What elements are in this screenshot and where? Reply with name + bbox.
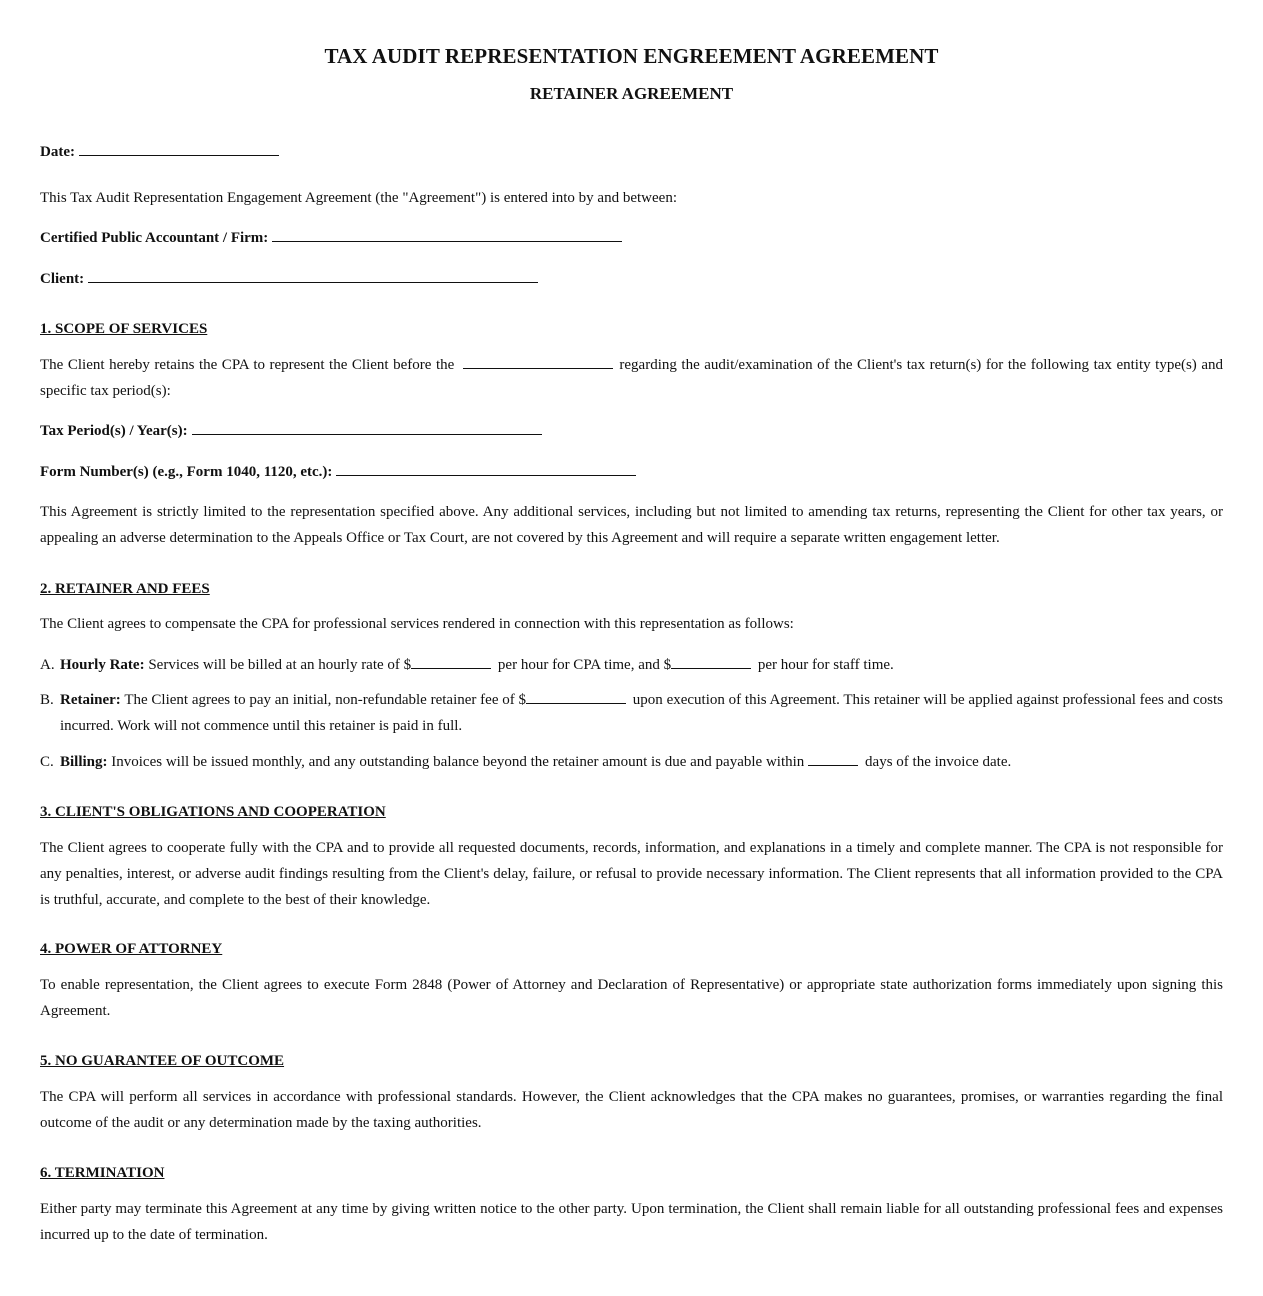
item-c-label: Billing: [60,754,108,770]
cpa-rate-blank[interactable] [411,654,491,669]
section-1-heading [40,316,1223,342]
fees-intro: The Client agrees to compensate the CPA for professional services rendered in connection with this representation as follows: [40,616,794,632]
guarantee-paragraph: The CPA will perform all services in accordance with professional standards. However, the Client acknowledges that the CPA makes no guarantees, promises, or warranties regarding the final outcome of the audit or any determination made by the taxing authorities. [40,1089,1223,1131]
item-c-letter: C. [40,754,54,770]
scope-para1-end: regarding the audit/examination of the Client's tax return(s) for the following tax entity type(s) and specific tax period(s): [40,357,1224,399]
intro-paragraph: This Tax Audit Representation Engagement Agreement (the "Agreement") is entered into by and between: [40,190,677,206]
section-5-heading [40,1048,1223,1074]
termination-paragraph: Either party may terminate this Agreement at any time by giving written notice to the other party. Upon termination, the Client shall remain liable for all outstanding professional fees and expenses incurred up to the date of termination. [40,1201,1223,1243]
item-b-text-2: upon execution of this Agreement. This retainer will be applied against professional fees and costs incurred. Work will not commence until this retainer is paid in full. [60,692,1224,734]
item-a-text-2: per hour for CPA time, and $ [497,657,672,673]
form-number-blank[interactable] [336,461,636,476]
client-blank[interactable] [88,268,538,283]
authority-blank[interactable] [463,354,613,369]
section-6-heading [40,1160,1223,1186]
item-a-text-1: Services will be billed at an hourly rate of $ [148,657,412,673]
tax-period-label: Tax Period(s) / Year(s): [40,423,188,439]
section-2-heading [40,576,1223,602]
item-b-label: Retainer: [60,692,121,708]
cpa-label: Certified Public Accountant / Firm: [40,230,269,246]
section-3-heading [40,799,1223,825]
item-a-letter: A. [40,657,55,673]
form-number-label: Form Number(s) (e.g., Form 1040, 1120, etc.): [40,464,333,480]
days-blank[interactable] [808,751,858,766]
form-number-row [40,459,1223,485]
scope-para1-start: The Client hereby retains the CPA to represent the Client before the [40,357,455,373]
cpa-blank[interactable] [272,227,622,242]
fees-item-a [40,652,1223,678]
item-b-text-1: The Client agrees to pay an initial, non-refundable retainer fee of $ [124,692,527,708]
item-b-letter: B. [40,692,54,708]
date-label: Date: [40,144,75,160]
date-blank[interactable] [79,141,279,156]
guarantee-heading: 5. NO GUARANTEE OF OUTCOME [40,1053,285,1069]
poa-heading: 4. POWER OF ATTORNEY [40,941,223,957]
document-title: TAX AUDIT REPRESENTATION ENGREEMENT AGREEMENT [324,44,939,68]
scope-paragraph-1 [40,352,1223,404]
staff-rate-blank[interactable] [671,654,751,669]
fees-item-c [40,749,1223,775]
retainer-blank[interactable] [526,689,626,704]
document-subtitle: RETAINER AGREEMENT [529,84,734,103]
obligations-paragraph: The Client agrees to cooperate fully with the CPA and to provide all requested documents, records, information, and explanations in a timely and complete manner. The CPA is not responsible for any penalties, interest, or adverse audit findings resulting from the Client's delay, failure, or refusal to provide necessary information. The Client represents that all information provided to the CPA is truthful, accurate, and complete to the best of their knowledge. [40,840,1223,908]
tax-period-blank[interactable] [192,420,542,435]
fees-item-b [40,687,1223,739]
client-row [40,266,1223,292]
item-a-text-3: per hour for staff time. [757,657,894,673]
item-c-text-2: days of the invoice date. [865,754,1012,770]
tax-period-row [40,418,1223,444]
item-a-label: Hourly Rate: [60,657,145,673]
date-row [40,139,1223,165]
termination-heading: 6. TERMINATION [40,1165,165,1181]
poa-paragraph: To enable representation, the Client agrees to execute Form 2848 (Power of Attorney and Declaration of Representative) or appropriate state authorization forms immediately upon signing this Agreement. [40,977,1223,1019]
section-4-heading [40,936,1223,962]
scope-heading: 1. SCOPE OF SERVICES [40,321,208,337]
client-label: Client: [40,271,85,287]
item-c-text-1: Invoices will be issued monthly, and any outstanding balance beyond the retainer amount is due and payable within [111,754,805,770]
scope-paragraph-2: This Agreement is strictly limited to the representation specified above. Any additional services, including but not limited to amending tax returns, representing the Client for other tax years, or appealing an adverse determination to the Appeals Office or Tax Court, are not covered by this Agreement and will require a separate written engagement letter. [40,504,1223,546]
obligations-heading: 3. CLIENT'S OBLIGATIONS AND COOPERATION [40,804,386,820]
cpa-row [40,225,1223,251]
fees-heading: 2. RETAINER AND FEES [40,581,210,597]
